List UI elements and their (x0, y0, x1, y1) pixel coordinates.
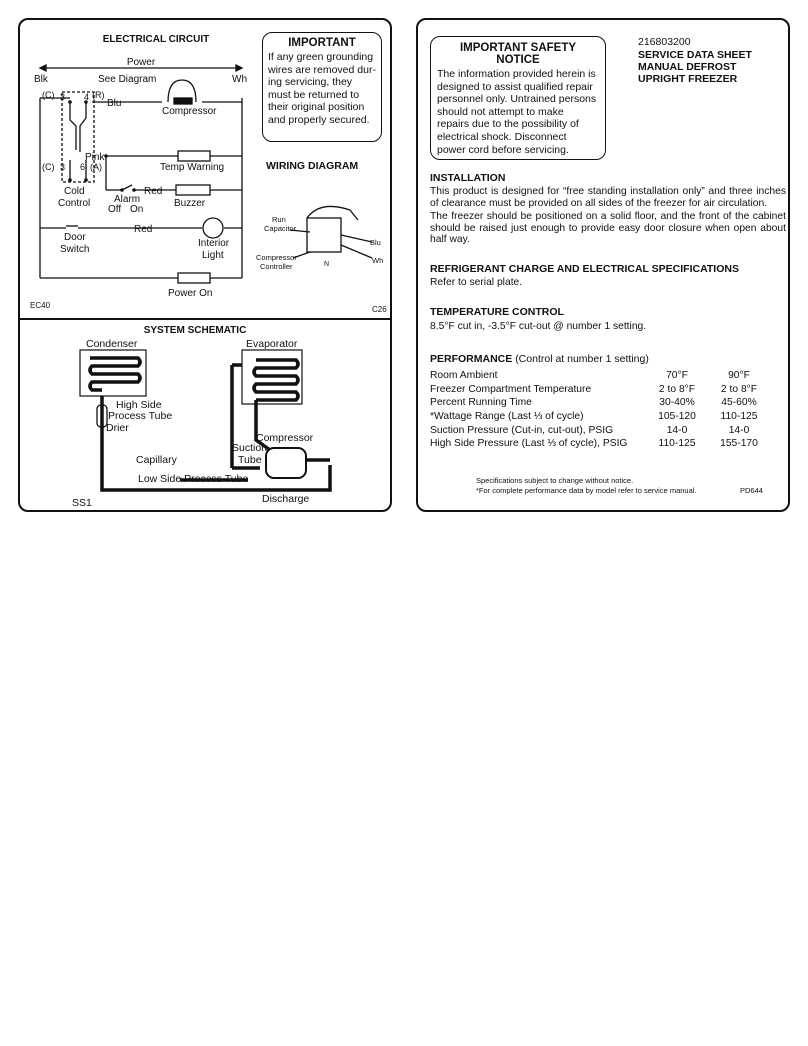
switch-label: Switch (60, 244, 90, 255)
high-side-label: High Side (116, 399, 162, 411)
a-label: (A) (90, 162, 102, 172)
schematic-compressor-label: Compressor (256, 432, 314, 444)
cold-label: Cold (64, 186, 85, 197)
evaporator-label: Evaporator (246, 338, 298, 350)
terminal-4: 4 (84, 92, 90, 102)
red-label-1: Red (144, 186, 163, 197)
temp-warning-label: Temp Warning (160, 162, 225, 173)
interior-label: Interior (198, 238, 230, 249)
tube-label: Tube (238, 454, 262, 466)
doc-number: 216803200 (638, 36, 691, 48)
control-label: Control (58, 198, 91, 209)
blk-label: Blk (34, 74, 48, 85)
capacitor-label: Capacitor (264, 224, 297, 233)
performance-subheading: (Control at number 1 setting) (515, 353, 649, 365)
controller-label: Controller (260, 262, 293, 271)
alarm-label: Alarm (114, 194, 141, 205)
safety-heading: IMPORTANT SAFETY NOTICE (459, 42, 577, 66)
perf-note: *For complete performance data by model refer to service manual. (476, 486, 697, 495)
performance-heading-row (430, 353, 649, 365)
off-label: Off (108, 204, 122, 215)
spec-note: Specifications subject to change without notice. (476, 476, 634, 485)
terminal-3-mid: 3 (60, 162, 66, 172)
temperature-text: 8.5°F cut in, -3.5°F cut-out @ number 1 setting. (430, 321, 647, 332)
system-schematic-title: SYSTEM SCHEMATIC (143, 325, 247, 336)
left-panel (18, 18, 392, 512)
table-row: Freezer Compartment Temperature 2 to 8°F 2 to 8°F (430, 383, 758, 395)
compressor-wiring-label: Compressor (256, 253, 297, 262)
installation-p1: This product is designed for “free standing installation only” and three inches of clearance must be provided on all sides of the freezer for air circulation. (430, 186, 786, 209)
capillary-label: Capillary (136, 454, 177, 466)
temperature-heading: TEMPERATURE CONTROL (430, 306, 564, 318)
see-diagram-label: See Diagram (98, 74, 157, 85)
refrigerant-text: Refer to serial plate. (430, 277, 523, 288)
c-top-label: (C) (42, 90, 55, 100)
light-label: Light (202, 250, 224, 261)
refrigerant-heading: REFRIGERANT CHARGE AND ELECTRICAL SPECIFICATIONS (430, 263, 739, 275)
n-label: N (324, 261, 330, 268)
important-text: If any green grounding wires are removed dur- ing servicing, they must be returned to their original position and properly secured. (268, 51, 376, 126)
terminal-6: 6 (80, 162, 86, 172)
doc-title: SERVICE DATA SHEET MANUAL DEFROST UPRIGHT FREEZER (638, 49, 752, 85)
safety-text: The information provided herein is designed to assist qualified repair personnel only. Untrained persons should not attempt to make repairs due to the possibility of electrical shock. Disconnect power cord before servicing. (437, 68, 597, 156)
condenser-label: Condenser (86, 338, 138, 350)
table-row: Room Ambient 70°F 90°F (430, 370, 750, 382)
important-heading: IMPORTANT (288, 37, 356, 49)
power-label: Power (126, 57, 156, 68)
wh-label: Wh (232, 74, 247, 85)
safety-notice (430, 36, 606, 160)
table-row: *Wattage Range (Last ⅓ of cycle) 105-120 110-125 (430, 411, 758, 423)
electrical-circuit-title: ELECTRICAL CIRCUIT (102, 34, 210, 45)
discharge-label: Discharge (262, 493, 310, 505)
wiring-diagram-title: WIRING DIAGRAM (266, 160, 359, 172)
run-label: Run (272, 215, 286, 224)
ec40-code: EC40 (30, 301, 51, 310)
blu-label: Blu (107, 98, 122, 109)
ss1-code: SS1 (72, 497, 92, 509)
power-on-label: Power On (168, 288, 213, 299)
low-side-label: Low Side Process Tube (138, 473, 249, 485)
performance-heading: PERFORMANCE (430, 353, 513, 365)
wh-wiring-label: Wh (372, 256, 384, 265)
drier-label: Drier (106, 422, 129, 434)
r-label: (R) (92, 90, 105, 100)
blu-wiring-label: Blu (370, 238, 381, 247)
table-row: Percent Running Time 30-40% 45-60% (430, 397, 757, 409)
table-row: Suction Pressure (Cut-in, cut-out), PSIG 14-0 14-0 (430, 424, 750, 436)
compressor-label: Compressor (162, 106, 217, 117)
c26-code: C26 (372, 305, 387, 314)
performance-table (430, 369, 770, 451)
system-schematic-drawing (20, 20, 390, 510)
on-label: On (130, 204, 144, 215)
c-mid-label: (C) (42, 162, 55, 172)
suction-label: Suction (232, 442, 268, 454)
pd-code: PD644 (740, 486, 763, 495)
table-row: High Side Pressure (Last ⅓ of cycle), PSIG 110-125 155-170 (430, 438, 758, 450)
right-panel (416, 18, 790, 512)
installation-heading: INSTALLATION (430, 172, 506, 184)
terminal-3-top: 3 (60, 92, 66, 102)
installation-p2: The freezer should be positioned on a solid floor, and the front of the cabinet should be raised just enough to provide easy door closure when open about half way. (430, 211, 786, 246)
buzzer-label: Buzzer (174, 198, 206, 209)
red-label-2: Red (134, 224, 153, 235)
pink-label: Pink (85, 152, 105, 163)
process-tube-label: Process Tube (108, 410, 173, 422)
door-label: Door (64, 232, 86, 243)
